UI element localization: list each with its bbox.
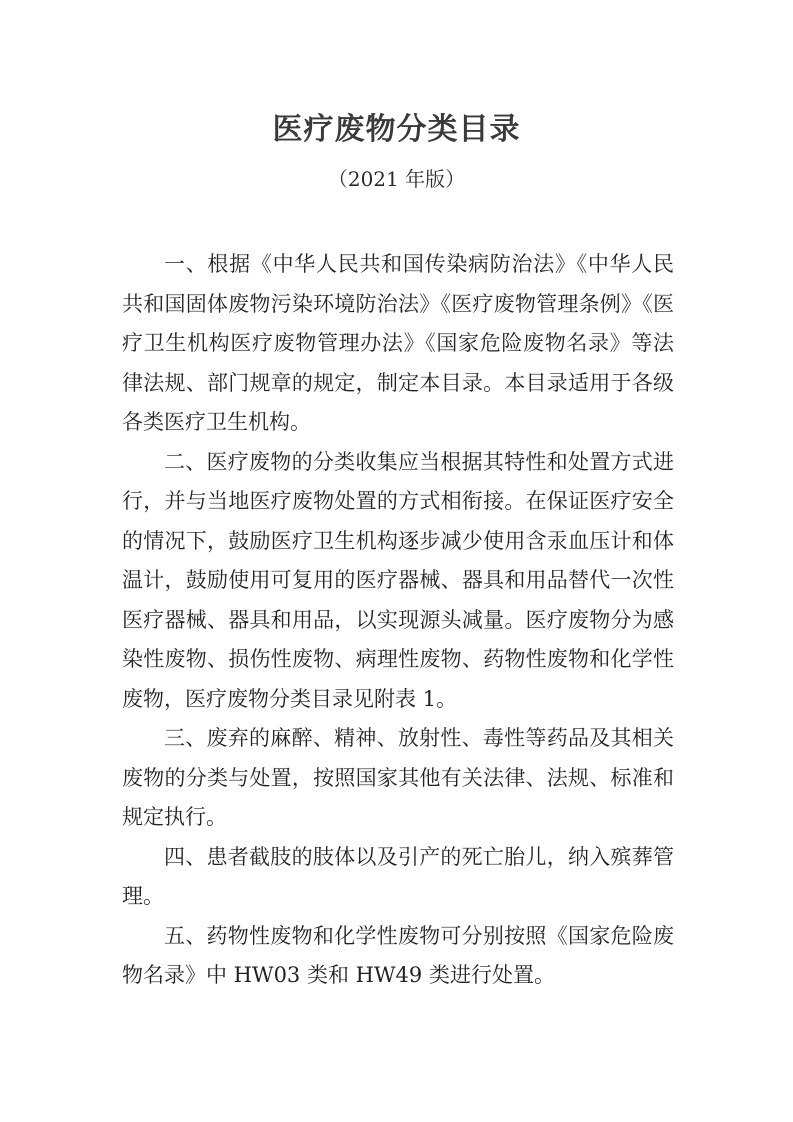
paragraph-3: 三、废弃的麻醉、精神、放射性、毒性等药品及其相关废物的分类与处置，按照国家其他有关法律、法规、标准和规定执行。 xyxy=(122,726,674,829)
document-title: 医疗废物分类目录 xyxy=(272,112,521,147)
paragraph-5: 五、药物性废物和化学性废物可分别按照《国家危险废物名录》中 HW03 类和 HW49 类进行处置。 xyxy=(122,923,674,987)
paragraph-1: 一、根据《中华人民共和国传染病防治法》《中华人民共和国固体废物污染环境防治法》《医疗废物管理条例》《医疗卫生机构医疗废物管理办法》《国家危险废物名录》等法律法规、部门规章的规定，制定本目录。本目录适用于各级各类医疗卫生机构。 xyxy=(122,252,674,434)
paragraph-4: 四、患者截肢的肢体以及引产的死亡胎儿，纳入殡葬管理。 xyxy=(122,844,674,908)
document-subtitle: （2021 年版） xyxy=(327,167,466,191)
paragraph-2: 二、医疗废物的分类收集应当根据其特性和处置方式进行，并与当地医疗废物处置的方式相衔接。在保证医疗安全的情况下，鼓励医疗卫生机构逐步减少使用含汞血压计和体温计，鼓励使用可复用的医疗器械、器具和用品替代一次性医疗器械、器具和用品，以实现源头减量。医疗废物分为感染性废物、损伤性废物、病理性废物、药物性废物和化学性废物，医疗废物分类目录见附表 1。 xyxy=(122,449,674,711)
document-body xyxy=(122,245,674,996)
